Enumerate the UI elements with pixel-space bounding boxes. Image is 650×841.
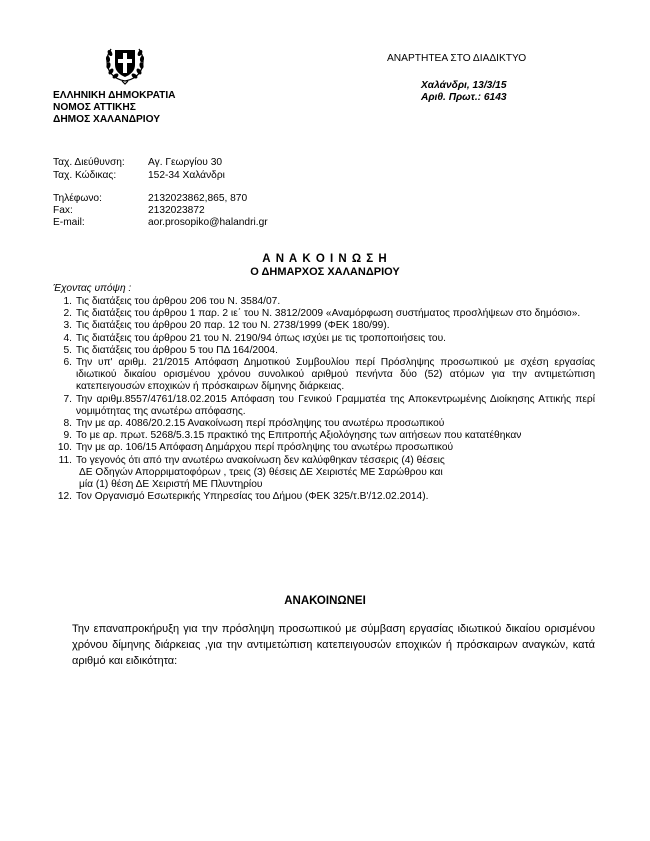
- email-value: aor.prosopiko@halandri.gr: [148, 217, 268, 228]
- org-line-municipality: ΔΗΜΟΣ ΧΑΛΑΝΔΡΙΟΥ: [53, 114, 161, 125]
- list-item: [55, 491, 595, 503]
- item-text: Τον Οργανισμό Εσωτερικής Υπηρεσίας του Δήμου (ΦΕΚ 325/τ.Β'/12.02.2014).: [76, 491, 429, 503]
- item-number: 9.: [63, 430, 72, 442]
- postcode-value: 152-34 Χαλάνδρι: [148, 170, 225, 181]
- phone-value: 2132023862,865, 870: [148, 193, 248, 204]
- item-text-line: Το γεγονός ότι από την ανωτέρω ανακοίνωση δεν καλύφθηκαν τέσσερις (4) θέσεις: [76, 454, 445, 466]
- list-item: [55, 418, 595, 430]
- fax-label: Fax:: [53, 205, 73, 216]
- greek-emblem-icon: [101, 41, 149, 89]
- item-text: Την με αρ. 106/15 Απόφαση Δημάρχου περί πρόσληψης του ανωτέρω προσωπικού: [76, 442, 454, 454]
- org-line-republic: ΕΛΛΗΝΙΚΗ ΔΗΜΟΚΡΑΤΙΑ: [53, 90, 176, 101]
- list-item: [55, 333, 595, 345]
- list-item: [55, 430, 595, 442]
- org-line-prefecture: ΝΟΜΟΣ ΑΤΤΙΚΗΣ: [53, 102, 136, 113]
- list-item: [55, 296, 595, 308]
- address-value: Αγ. Γεωργίου 30: [148, 157, 223, 168]
- item-number: 10.: [57, 442, 72, 454]
- item-number: 11.: [58, 454, 72, 466]
- address-label: Ταχ. Διεύθυνση:: [53, 157, 125, 168]
- announce-heading: ΑΝΑΚΟΙΝΩΝΕΙ: [284, 595, 366, 607]
- item-number: 2.: [63, 308, 72, 320]
- considerations-list: [55, 296, 595, 503]
- item-text: Το με αρ. πρωτ. 5268/5.3.15 πρακτικό της Επιτροπής Αξιολόγησης των αιτήσεων που κατατέθηκαν: [76, 430, 522, 442]
- item-number: 12.: [57, 491, 72, 503]
- list-item: [55, 357, 595, 394]
- item-text: Την υπ' αριθμ. 21/2015 Απόφαση Δημοτικού Συμβουλίου περί Πρόσληψης προσωπικού με σχέση εργασίας ιδιωτικού δικαίου ορισμένου χρόνου συνολικού αριθμού πενήντα δύο (52) ατόμων για την αντιμετώπιση κατεπειγουσών εποχικών ή πρόσκαιρων δίμηνης διάρκειας.: [76, 357, 595, 393]
- item-number: 6.: [63, 357, 72, 369]
- item-number: 1.: [63, 296, 72, 307]
- item-text: Τις διατάξεις του άρθρου 20 παρ. 12 του Ν. 2738/1999 (ΦΕΚ 180/99).: [76, 320, 390, 332]
- item-text: Την με αρ. 4086/20.2.15 Ανακοίνωση περί πρόσληψης του ανωτέρω προσωπικού: [76, 418, 445, 430]
- item-number: 5.: [63, 344, 72, 356]
- document-title: Α Ν Α Κ Ο Ι Ν Ω Σ Η: [262, 253, 388, 265]
- phone-label: Τηλέφωνο:: [53, 193, 102, 204]
- item-text: Την αριθμ.8557/4761/18.02.2015 Απόφαση του Γενικού Γραμματέα της Αποκεντρωμένης Διοίκησης Αττικής περί νομιμότητας της ανωτέρω απόφασης.: [76, 393, 595, 417]
- document-subtitle: Ο ΔΗΜΑΡΧΟΣ ΧΑΛΑΝΔΡΙΟΥ: [250, 266, 400, 278]
- email-label: E-mail:: [53, 217, 85, 228]
- item-text: Τις διατάξεις του άρθρου 21 του Ν. 2190/94 όπως ισχύει με τις τροποποιήσεις του.: [76, 332, 446, 344]
- list-item: [55, 320, 595, 332]
- item-text-line: ΔΕ Οδηγών Απορριματοφόρων , τρεις (3) θέσεις ΔΕ Χειριστές ΜΕ Σαρώθρου και: [79, 466, 443, 478]
- item-text-line: μία (1) θέση ΔΕ Χειριστή ΜΕ Πλυντηρίου: [79, 479, 263, 491]
- item-text: Τις διατάξεις του άρθρου 5 του ΠΔ 164/2004.: [76, 344, 278, 356]
- item-number: 7.: [63, 393, 72, 405]
- list-item: [55, 308, 595, 320]
- protocol-number: Αριθ. Πρωτ.: 6143: [421, 92, 507, 103]
- item-number: 3.: [63, 320, 72, 332]
- list-item: [55, 442, 595, 454]
- organization-block: [53, 90, 176, 126]
- item-number: 4.: [63, 332, 72, 344]
- item-text: Τις διατάξεις του άρθρου 1 παρ. 2 ιε΄ του Ν. 3812/2009 «Αναμόρφωση συστήματος προσλήψεων στο δημόσιο».: [76, 308, 581, 320]
- postcode-label: Ταχ. Κώδικας:: [53, 170, 117, 181]
- place-date: Χαλάνδρι, 13/3/15: [421, 80, 507, 91]
- web-posting-notice: ΑΝΑΡΤΗΤΕΑ ΣΤΟ ΔΙΑΔΙΚΤΥΟ: [387, 53, 527, 64]
- item-text: [76, 455, 595, 492]
- considering-label: Έχοντας υπόψη :: [53, 283, 132, 294]
- body-paragraph: Την επαναπροκήρυξη για την πρόσληψη προσωπικού με σύμβαση εργασίας ιδιωτικού δικαίου ορισμένου χρόνου δίμηνης διάρκειας ,για την αντιμετώπιση κατεπειγουσών εποχικών ή πρόσκαιρων αναγκών, κατά αριθμό και ειδικότητα:: [72, 623, 595, 667]
- list-item: [55, 345, 595, 357]
- list-item: [55, 455, 595, 492]
- fax-value: 2132023872: [148, 205, 205, 216]
- item-text: Τις διατάξεις του άρθρου 206 του Ν. 3584/07.: [76, 296, 281, 307]
- list-item: [55, 394, 595, 418]
- item-number: 8.: [63, 418, 72, 430]
